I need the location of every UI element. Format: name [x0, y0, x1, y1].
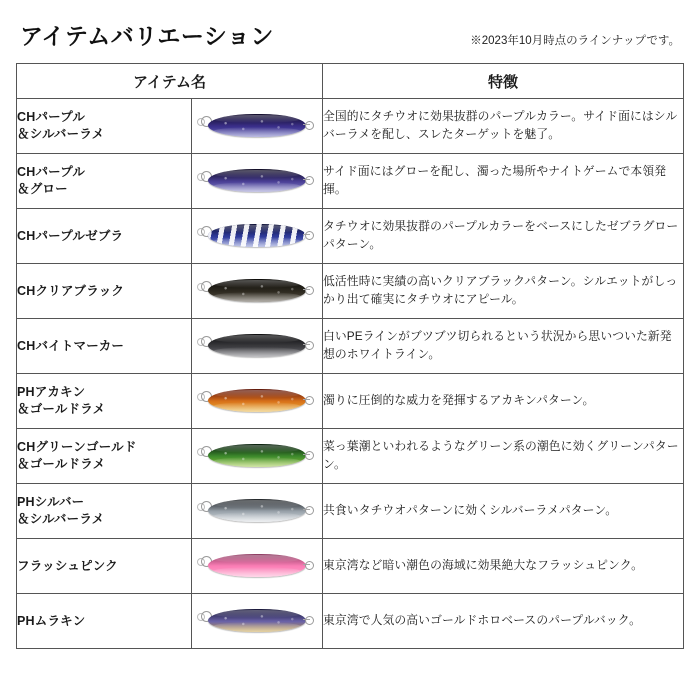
lure-body: [208, 114, 306, 137]
lure-image: [196, 215, 318, 257]
table-row: [17, 209, 684, 264]
item-name-cell: [17, 154, 192, 209]
table-row: [17, 374, 684, 429]
item-image-cell: [192, 484, 323, 539]
table-header-row: [17, 64, 684, 99]
lure-image: [196, 160, 318, 202]
item-name-cell: [17, 209, 192, 264]
lure-body: [208, 224, 306, 247]
item-feature-cell: タチウオに効果抜群のパープルカラーをベースにしたゼブラグローパターン。: [323, 209, 684, 264]
item-name-line1: PHムラキン: [17, 613, 86, 628]
lure-belly-shading: [212, 347, 302, 357]
table-row: [17, 539, 684, 594]
item-image-cell: [192, 319, 323, 374]
lure-belly-shading: [212, 567, 302, 577]
table-row: [17, 429, 684, 484]
item-image-cell: [192, 154, 323, 209]
item-name-cell: [17, 484, 192, 539]
rear-hook-icon: [305, 176, 314, 185]
item-name-line1: CHグリーンゴールド: [17, 440, 137, 455]
item-feature-cell: 白いPEラインがブツブツ切られるという状況から思いついた新発想のホワイトライン。: [323, 319, 684, 374]
item-image-cell: [192, 594, 323, 649]
item-name-line1: CHパープルゼブラ: [17, 228, 124, 243]
lure-body: [208, 554, 306, 577]
lure-image: [196, 380, 318, 422]
item-name-line1: CHパープル: [17, 110, 86, 125]
page-title: アイテムバリエーション: [20, 23, 274, 49]
table-row: [17, 154, 684, 209]
table-row: [17, 594, 684, 649]
lure-image: [196, 545, 318, 587]
rear-hook-icon: [305, 396, 314, 405]
item-name-line1: CHパープル: [17, 165, 86, 180]
rear-hook-icon: [305, 616, 314, 625]
item-feature-cell: 共食いタチウオパターンに効くシルバーラメパターン。: [323, 484, 684, 539]
lure-body: [208, 499, 306, 522]
lure-body: [208, 609, 306, 632]
lure-belly-shading: [212, 292, 302, 302]
lure-back-shading: [208, 554, 306, 566]
table-row: [17, 319, 684, 374]
lure-belly-shading: [212, 237, 302, 247]
lure-image: [196, 325, 318, 367]
item-name-line2: ＆ゴールドラメ: [17, 402, 106, 416]
item-name-line1: CHバイトマーカー: [17, 338, 125, 353]
lure-body: [208, 389, 306, 412]
item-feature-cell: 濁りに圧倒的な威力を発揮するアカキンパターン。: [323, 374, 684, 429]
lure-belly-shading: [212, 457, 302, 467]
lure-image: [196, 600, 318, 642]
lure-belly-shading: [212, 512, 302, 522]
item-name-cell: [17, 539, 192, 594]
item-image-cell: [192, 539, 323, 594]
item-feature-cell: サイド面にはグローを配し、濁った場所やナイトゲームで本領発揮。: [323, 154, 684, 209]
item-name-line1: PHアカキン: [17, 385, 86, 400]
lure-back-shading: [208, 334, 306, 346]
item-image-cell: [192, 99, 323, 154]
item-image-cell: [192, 429, 323, 484]
item-image-cell: [192, 374, 323, 429]
column-header-feature: 特徴: [323, 64, 684, 99]
item-feature-cell: 低活性時に実績の高いクリアブラックパターン。シルエットがしっかり出て確実にタチウオにアピール。: [323, 264, 684, 319]
rear-hook-icon: [305, 506, 314, 515]
lure-body: [208, 334, 306, 357]
item-name-cell: [17, 264, 192, 319]
table-body: [17, 99, 684, 649]
rear-hook-icon: [305, 286, 314, 295]
item-name-line2: ＆シルバーラメ: [17, 127, 105, 141]
page-header: [16, 18, 684, 51]
lure-image: [196, 435, 318, 477]
lure-body: [208, 169, 306, 192]
rear-hook-icon: [305, 451, 314, 460]
item-name-line1: CHクリアブラック: [17, 283, 125, 298]
item-feature-cell: 全国的にタチウオに効果抜群のパープルカラー。サイド面にはシルバーラメを配し、スレたターゲットを魅了。: [323, 99, 684, 154]
item-variation-table: [16, 63, 684, 649]
item-name-cell: [17, 374, 192, 429]
item-name-cell: [17, 429, 192, 484]
rear-hook-icon: [305, 561, 314, 570]
table-row: [17, 99, 684, 154]
table-header: [17, 64, 684, 99]
lure-belly-shading: [212, 402, 302, 412]
item-name-line2: ＆ゴールドラメ: [17, 457, 106, 471]
item-name-line2: ＆グロー: [17, 182, 68, 196]
item-image-cell: [192, 264, 323, 319]
rear-hook-icon: [305, 341, 314, 350]
lure-image: [196, 105, 318, 147]
lure-belly-shading: [212, 182, 302, 192]
column-header-item-name: アイテム名: [17, 64, 323, 99]
lure-belly-shading: [212, 622, 302, 632]
lure-belly-shading: [212, 127, 302, 137]
item-feature-cell: 菜っ葉潮といわれるようなグリーン系の潮色に効くグリーンパターン。: [323, 429, 684, 484]
item-feature-cell: 東京湾で人気の高いゴールドホロベースのパープルバック。: [323, 594, 684, 649]
item-feature-cell: 東京湾など暗い潮色の海域に効果絶大なフラッシュピンク。: [323, 539, 684, 594]
lure-image: [196, 490, 318, 532]
lineup-note: ※2023年10月時点のラインナップです。: [470, 35, 680, 47]
table-row: [17, 484, 684, 539]
item-name-line1: PHシルバー: [17, 495, 85, 510]
item-name-cell: [17, 594, 192, 649]
lure-image: [196, 270, 318, 312]
item-name-line2: ＆シルバーラメ: [17, 512, 105, 526]
rear-hook-icon: [305, 231, 314, 240]
item-name-cell: [17, 99, 192, 154]
item-image-cell: [192, 209, 323, 264]
item-name-cell: [17, 319, 192, 374]
table-row: [17, 264, 684, 319]
lure-body: [208, 279, 306, 302]
item-name-line1: フラッシュピンク: [17, 558, 118, 573]
rear-hook-icon: [305, 121, 314, 130]
lure-body: [208, 444, 306, 467]
